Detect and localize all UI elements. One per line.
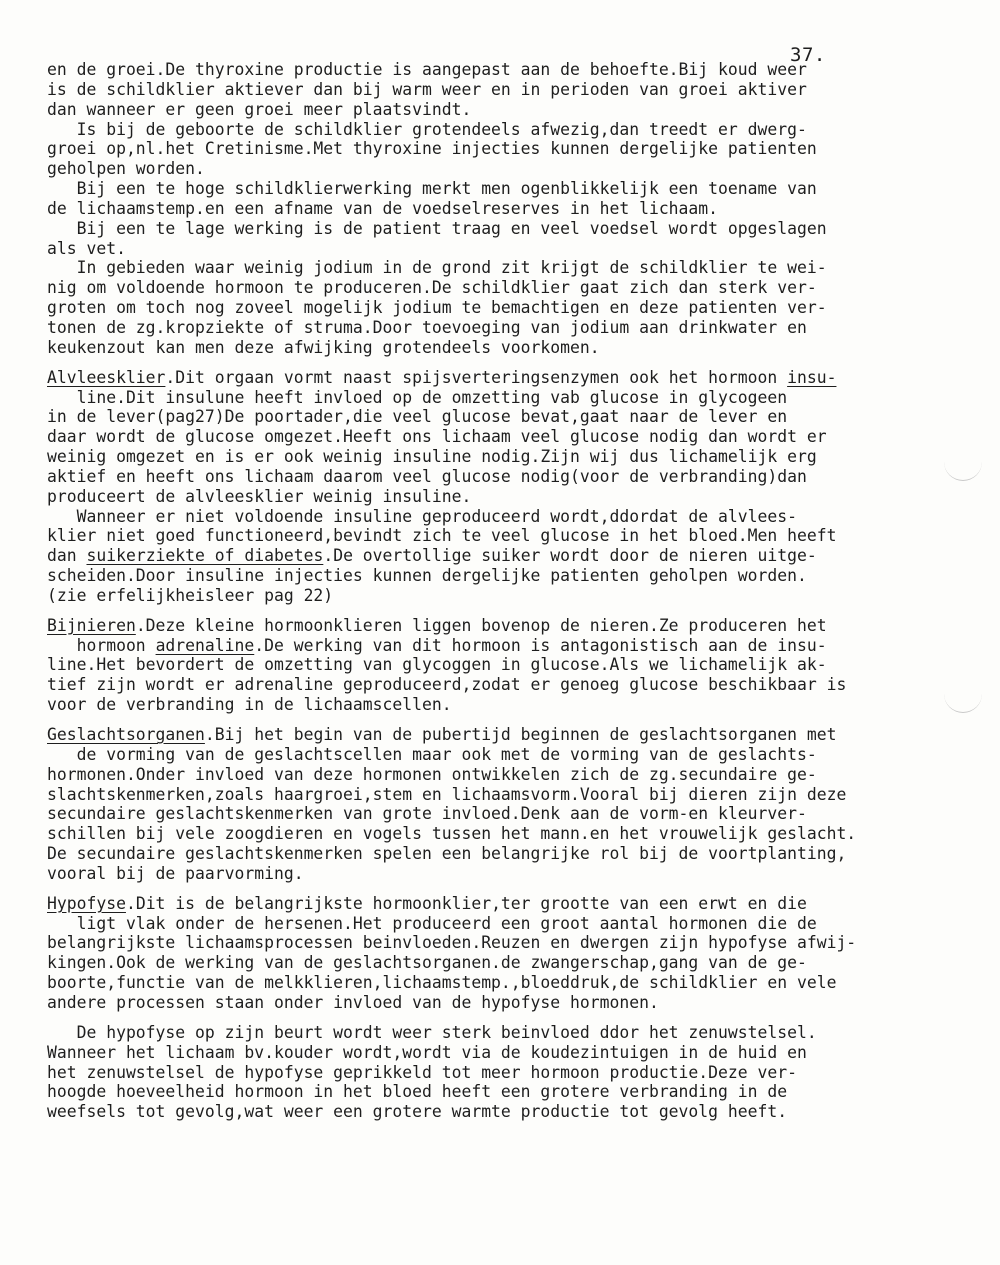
line-text: slachtskenmerken,zoals haargroei,stem en lichaamsvorm.Vooral bij dieren zijn deze xyxy=(47,784,847,804)
line-text: en de groei.De thyroxine productie is aangepast aan de behoefte.Bij koud weer xyxy=(47,60,807,79)
text-line xyxy=(47,318,957,338)
text-line xyxy=(47,258,957,278)
page-body xyxy=(47,60,957,1122)
text-line xyxy=(47,864,957,884)
text-line xyxy=(47,1082,957,1102)
text-line xyxy=(47,725,957,745)
line-text: het zenuwstelsel de hypofyse geprikkeld tot meer hormoon productie.Deze ver- xyxy=(47,1062,797,1082)
line-text: groten om toch nog zoveel mogelijk jodium te bemachtigen en deze patienten ver- xyxy=(47,298,827,318)
underlined-term: Hypofyse xyxy=(47,893,126,913)
line-text: Wanneer er niet voldoende insuline geproduceerd wordt,ddordat de alvlees- xyxy=(47,506,797,526)
text-line xyxy=(47,824,957,844)
text-line xyxy=(47,546,957,566)
line-text: De hypofyse op zijn beurt wordt weer sterk beinvloed ddor het zenuwstelsel. xyxy=(47,1022,817,1042)
text-line xyxy=(47,844,957,864)
line-text: tief zijn wordt er adrenaline geproduceerd,zodat er genoeg glucose beschikbaar is xyxy=(47,675,847,695)
paragraph-gap xyxy=(47,884,957,894)
paragraph-gap xyxy=(47,1013,957,1023)
line-text: hoogde hoeveelheid hormoon in het bloed heeft een grotere verbranding in de xyxy=(47,1082,788,1102)
line-text: De secundaire geslachtskenmerken spelen een belangrijke rol bij de voortplanting, xyxy=(47,844,847,864)
text-line xyxy=(47,278,957,298)
text-line xyxy=(47,80,957,100)
line-text: .Dit orgaan vormt naast spijsverteringsenzymen ook het hormoon xyxy=(165,367,788,387)
line-text: de vorming van de geslachtscellen maar ook met de vorming van de geslachts- xyxy=(47,744,817,764)
text-line xyxy=(47,933,957,953)
underlined-term: Geslachtsorganen xyxy=(47,725,205,744)
line-text: is de schildklier aktiever dan bij warm weer en in perioden van groei aktiver xyxy=(47,79,807,99)
text-line xyxy=(47,993,957,1013)
line-text: Bij een te lage werking is de patient traag en veel voedsel wordt opgeslagen xyxy=(47,218,827,238)
line-text: geholpen worden. xyxy=(47,159,205,179)
line-text: als vet. xyxy=(47,238,126,258)
line-text: dan wanneer er geen groei meer plaatsvindt. xyxy=(47,99,472,119)
line-text: kingen.Ook de werking van de geslachtsorganen.de zwangerschap,gang van de ge- xyxy=(47,953,807,973)
underlined-term: insu- xyxy=(787,367,837,387)
page-number: 37. xyxy=(790,44,826,66)
text-line xyxy=(47,388,957,408)
text-line xyxy=(47,953,957,973)
text-line xyxy=(47,973,957,993)
line-text: vooral bij de paarvorming. xyxy=(47,863,304,883)
line-text: Is bij de geboorte de schildklier grotendeels afwezig,dan treedt er dwerg- xyxy=(47,119,807,139)
text-line xyxy=(47,427,957,447)
line-text: .Bij het begin van de pubertijd beginnen de geslachtsorganen met xyxy=(204,725,837,744)
line-text: schillen bij vele zoogdieren en vogels tussen het mann.en het vrouwelijk geslacht. xyxy=(47,824,857,844)
line-text: produceert de alvleesklier weinig insuline. xyxy=(47,486,472,506)
text-line xyxy=(47,586,957,606)
line-text: voor de verbranding in de lichaamscellen. xyxy=(47,695,452,715)
text-line xyxy=(47,566,957,586)
line-text: line.Het bevordert de omzetting van glycoggen in glucose.Als we lichamelijk ak- xyxy=(47,655,827,675)
text-line xyxy=(47,368,957,388)
line-text: scheiden.Door insuline injecties kunnen dergelijke patienten geholpen worden. xyxy=(47,566,807,586)
line-text: .Dit is de belangrijkste hormoonklier,ter grootte van een erwt en die xyxy=(125,893,807,913)
line-text: (zie erfelijkheisleer pag 22) xyxy=(47,585,334,605)
line-text: secundaire geslachtskenmerken van grote invloed.Denk aan de vorm-en kleurver- xyxy=(47,804,807,824)
text-line xyxy=(47,407,957,427)
line-text: dan xyxy=(47,546,87,566)
line-text: in de lever(pag27)De poortader,die veel glucose bevat,gaat naar de lever en xyxy=(47,407,788,427)
text-line xyxy=(47,507,957,527)
underlined-term: Bijnieren xyxy=(47,615,136,635)
text-line xyxy=(47,765,957,785)
text-line xyxy=(47,120,957,140)
text-line xyxy=(47,675,957,695)
line-text: In gebieden waar weinig jodium in de grond zit krijgt de schildklier te wei- xyxy=(47,258,827,278)
text-line xyxy=(47,199,957,219)
text-line xyxy=(47,139,957,159)
text-line xyxy=(47,526,957,546)
line-text: nig om voldoende hormoon te produceren.De schildklier gaat zich dan sterk ver- xyxy=(47,278,817,298)
line-text: tonen de zg.kropziekte of struma.Door toevoeging van jodium aan drinkwater en xyxy=(47,317,807,337)
underlined-term: adrenaline xyxy=(155,635,255,655)
line-text: boorte,functie van de melkklieren,lichaamstemp.,bloeddruk,de schildklier en vele xyxy=(47,973,837,993)
paragraph-gap xyxy=(47,358,957,368)
text-line xyxy=(47,914,957,934)
underlined-term: Alvleesklier xyxy=(47,367,166,387)
line-text: line.Dit insulune heeft invloed op de omzetting vab glucose in glycogeen xyxy=(47,387,788,407)
line-text: hormonen.Onder invloed van deze hormonen ontwikkelen zich de zg.secundaire ge- xyxy=(47,764,817,784)
text-line xyxy=(47,804,957,824)
line-text: weinig omgezet en is er ook weinig insuline nodig.Zijn wij dus lichamelijk erg xyxy=(47,447,817,467)
text-line xyxy=(47,894,957,914)
line-text: aktief en heeft ons lichaam daarom veel glucose nodig(voor de verbranding)dan xyxy=(47,466,807,486)
text-line xyxy=(47,1102,957,1122)
line-text: Bij een te hoge schildklierwerking merkt men ogenblikkelijk een toename van xyxy=(47,179,817,199)
line-text: ligt vlak onder de hersenen.Het produceerd een groot aantal hormonen die de xyxy=(47,913,817,933)
text-line xyxy=(47,1023,957,1043)
line-text: .De overtollige suiker wordt door de nieren uitge- xyxy=(323,546,817,566)
text-line xyxy=(47,159,957,179)
text-line xyxy=(47,487,957,507)
text-line xyxy=(47,1043,957,1063)
text-line xyxy=(47,60,957,80)
line-text: .De werking van dit hormoon is antagonistisch aan de insu- xyxy=(254,635,827,655)
text-line xyxy=(47,447,957,467)
text-line xyxy=(47,1063,957,1083)
underlined-term: suikerziekte of diabetes xyxy=(86,546,324,566)
text-line xyxy=(47,298,957,318)
text-line xyxy=(47,636,957,656)
text-line xyxy=(47,655,957,675)
line-text: daar wordt de glucose omgezet.Heeft ons lichaam veel glucose nodig dan wordt er xyxy=(47,427,827,447)
line-text: klier niet goed functioneerd,bevindt zich te veel glucose in het bloed.Men heeft xyxy=(47,526,837,546)
text-line xyxy=(47,100,957,120)
line-text: belangrijkste lichaamsprocessen beinvloeden.Reuzen en dwergen zijn hypofyse afwij- xyxy=(47,933,857,953)
text-line xyxy=(47,695,957,715)
line-text: de lichaamstemp.en een afname van de voedselreserves in het lichaam. xyxy=(47,198,719,218)
line-text: .Deze kleine hormoonklieren liggen bovenop de nieren.Ze produceren het xyxy=(135,615,827,635)
line-text: groei op,nl.het Cretinisme.Met thyroxine injecties kunnen dergelijke patienten xyxy=(47,139,817,159)
text-line xyxy=(47,338,957,358)
text-line xyxy=(47,179,957,199)
line-text: keukenzout kan men deze afwijking grotendeels voorkomen. xyxy=(47,337,600,357)
paragraph-gap xyxy=(47,606,957,616)
text-line xyxy=(47,785,957,805)
text-line xyxy=(47,745,957,765)
text-line xyxy=(47,616,957,636)
line-text: Wanneer het lichaam bv.kouder wordt,wordt via de koudezintuigen in de huid en xyxy=(47,1042,807,1062)
text-line xyxy=(47,467,957,487)
paragraph-gap xyxy=(47,715,957,725)
line-text: hormoon xyxy=(47,635,156,655)
text-line xyxy=(47,219,957,239)
text-line xyxy=(47,239,957,259)
line-text: weefsels tot gevolg,wat weer een grotere warmte productie tot gevolg heeft. xyxy=(47,1102,788,1122)
line-text: andere processen staan onder invloed van de hypofyse hormonen. xyxy=(47,992,659,1012)
